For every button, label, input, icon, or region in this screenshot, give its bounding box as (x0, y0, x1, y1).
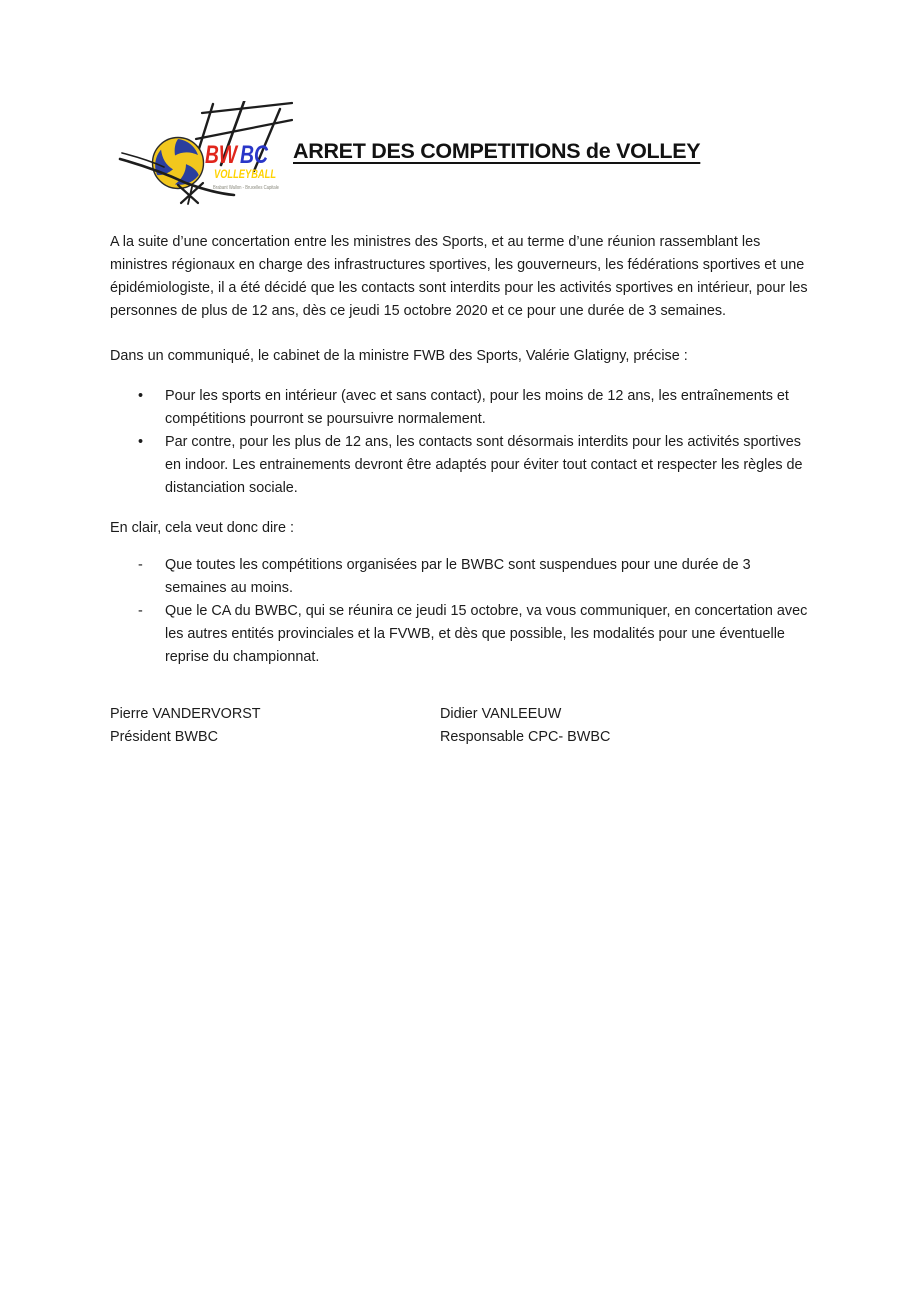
signature-name: Didier VANLEEUW (440, 706, 562, 722)
bwbc-logo (118, 101, 293, 205)
list-item (110, 385, 815, 431)
bullet-marker: • (138, 434, 144, 450)
page-title: ARRET DES COMPETITIONS de VOLLEY (293, 139, 701, 163)
list-item-text: Que le CA du BWBC, qui se réunira ce jeudi 15 octobre, va vous communiquer, en concertation avec les autres entités provinciales et la FVWB, et dès que possible, les modalités pour une éventuelle reprise du championnat. (165, 603, 808, 665)
list-item (110, 431, 815, 500)
document-body (110, 231, 815, 749)
logo-sport-label: VOLLEYBALL (214, 169, 276, 181)
dash-marker: - (138, 557, 143, 573)
list-item-text: Par contre, pour les plus de 12 ans, les contacts sont désormais interdits pour les activités sportives en indoor. Les entrainements devront être adaptés pour éviter tout contact et respecter les règles de distanciation sociale. (165, 434, 803, 496)
communique-paragraph: Dans un communiqué, le cabinet de la ministre FWB des Sports, Valérie Glatigny, précise : (110, 348, 688, 364)
signature-role: Président BWBC (110, 729, 218, 745)
list-item-text: Pour les sports en intérieur (avec et sans contact), pour les moins de 12 ans, les entraînements et compétitions pourront se poursuivre normalement. (165, 388, 789, 427)
signature-name: Pierre VANDERVORST (110, 706, 261, 722)
signature-block (110, 703, 815, 749)
bullet-marker: • (138, 388, 144, 404)
volleyball-icon (147, 138, 203, 193)
signature (110, 703, 440, 749)
dash-marker: - (138, 603, 143, 619)
list-item (110, 600, 815, 669)
list-item-text: Que toutes les compétitions organisées par le BWBC sont suspendues pour une durée de 3 semaines au moins. (165, 557, 751, 596)
conclusion-intro: En clair, cela veut donc dire : (110, 520, 294, 536)
signature (440, 703, 815, 749)
logo-acronym-bc: BC (240, 141, 269, 169)
list-item (110, 554, 815, 600)
logo-acronym-bw: BW (205, 141, 239, 169)
logo-subtitle: Brabant Wallon - Bruxelles Capitale (213, 185, 280, 191)
dash-list (110, 554, 815, 669)
bullet-list (110, 385, 815, 500)
signature-role: Responsable CPC- BWBC (440, 729, 611, 745)
intro-paragraph: A la suite d’une concertation entre les ministres des Sports, et au terme d’une réunion rassemblant les ministres régionaux en charge des infrastructures sportives, les gouverneurs, les fédérations sportives et une épidémiologiste, il a été décidé que les contacts sont interdits pour les activités sportives en intérieur, pour les personnes de plus de 12 ans, dès ce jeudi 15 octobre 2020 et ce pour une durée de 3 semaines. (110, 234, 808, 319)
